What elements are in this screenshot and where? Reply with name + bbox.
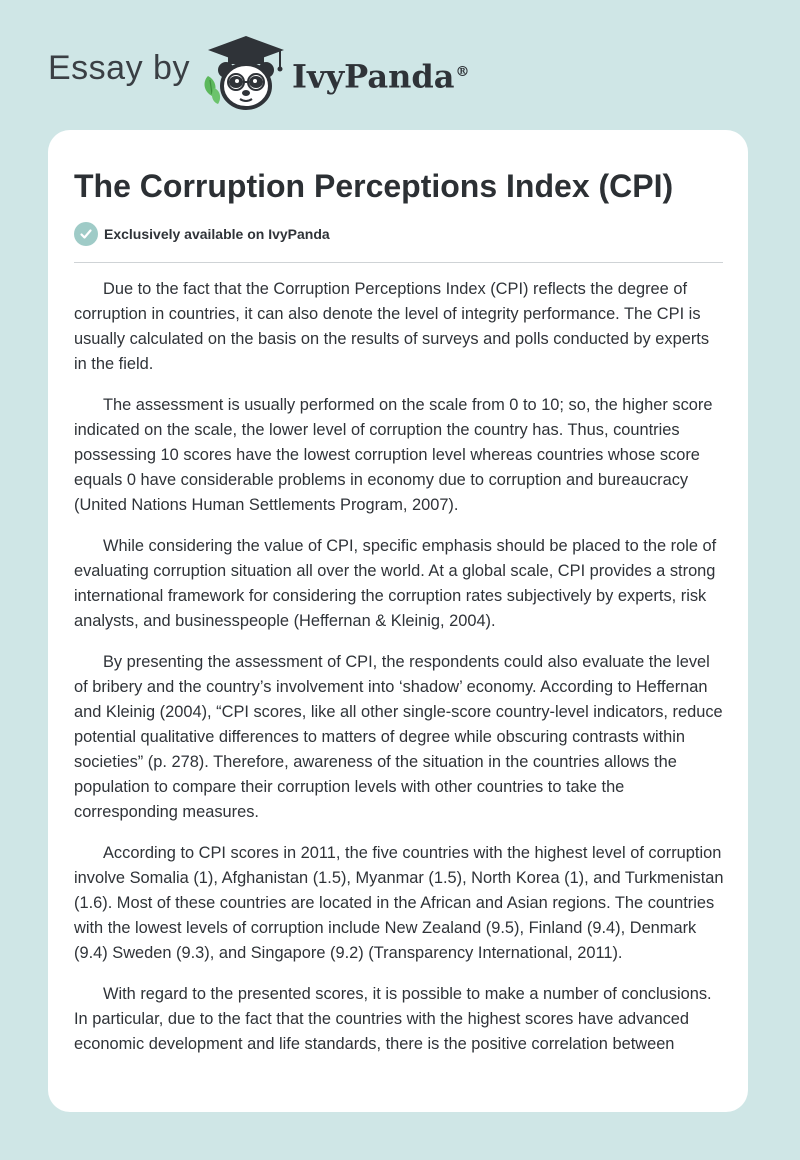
essay-paragraph: The assessment is usually performed on the scale from 0 to 10; so, the higher score indicated on the scale, the lower level of corruption the country has. Thus, countries possessing 10 scores have the lowest corruption level whereas countries whose score equals 0 have considerable problems in economy due to corruption and bureaucracy (United Nations Human Settlements Program, 2007). — [74, 396, 713, 514]
panda-graduate-logo-icon[interactable] — [200, 30, 296, 114]
registered-mark: ® — [455, 64, 470, 80]
essay-paragraph: According to CPI scores in 2011, the five countries with the highest level of corruption involve Somalia (1), Afghanistan (1.5), Myanmar (1.5), North Korea (1), and Turkmenistan (1.6). Most of these countries are located in the African and Asian regions. The countries with the lowest levels of corruption include New Zealand (9.5), Finland (9.4), Denmark (9.4) Sweden (9.3), and Singapore (9.2) (Transparency International, 2011). — [74, 844, 724, 962]
essay-body — [74, 277, 726, 1073]
exclusive-badge-label: Exclusively available on IvyPanda — [104, 226, 330, 242]
essay-paragraph: With regard to the presented scores, it is possible to make a number of conclusions. In particular, due to the fact that the countries with the highest scores have advanced economic development and life standards, there is the positive correlation between — [74, 985, 712, 1053]
site-header — [0, 0, 800, 120]
essay-title: The Corruption Perceptions Index (CPI) — [74, 168, 674, 204]
brand-prefix: Essay by — [48, 49, 190, 87]
essay-paragraph: By presenting the assessment of CPI, the respondents could also evaluate the level of bribery and the country’s involvement into ‘shadow’ economy. According to Heffernan and Kleinig (2004), “CPI scores, like all other single-score country-level indicators, reduce potential qualitative differences to matters of degree while obscuring contrasts within societies” (p. 278). Therefore, awareness of the situation in the countries allows the population to compare their corruption levels with other countries to take the corresponding measures. — [74, 653, 723, 821]
essay-paragraph: While considering the value of CPI, specific emphasis should be placed to the role of evaluating corruption situation all over the world. At a global scale, CPI provides a strong international framework for considering the corruption rates subjectively by experts, risk analysts, and businesspeople (Heffernan & Kleinig, 2004). — [74, 537, 717, 630]
essay-card — [48, 130, 748, 1112]
check-icon — [74, 222, 98, 246]
exclusive-badge — [74, 222, 330, 246]
title-divider — [74, 262, 723, 263]
essay-paragraph: Due to the fact that the Corruption Perceptions Index (CPI) reflects the degree of corruption in countries, it can also denote the level of integrity performance. The CPI is usually calculated on the basis on the results of surveys and polls conducted by experts in the field. — [74, 280, 710, 373]
brand-name[interactable]: IvyPanda® — [292, 57, 470, 96]
